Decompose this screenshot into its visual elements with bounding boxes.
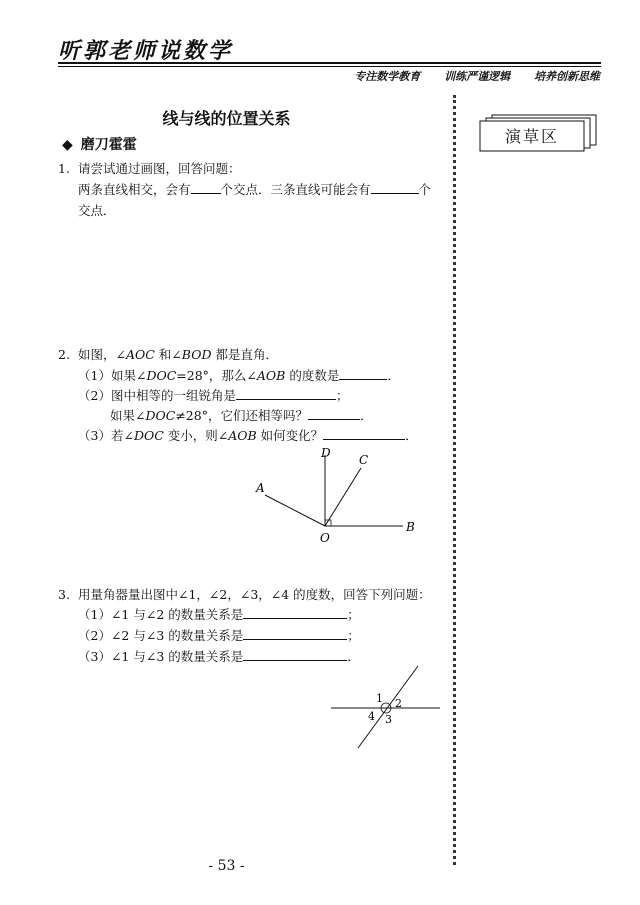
q3p3-blank[interactable] xyxy=(243,648,347,661)
q2p3-b: DOC xyxy=(133,428,164,443)
q1-number: 1. xyxy=(58,161,70,176)
label-a: A xyxy=(256,481,265,495)
draft-area-box xyxy=(478,112,598,152)
q3p2-blank[interactable] xyxy=(243,627,347,640)
angle-label-1: 1 xyxy=(376,692,383,705)
q3-number: 3. xyxy=(58,587,70,602)
q2-part2-followup xyxy=(110,406,372,424)
diamond-bullet-icon: ◆ xyxy=(62,137,73,153)
q2-part1 xyxy=(78,366,400,384)
q2p1-e: 的度数是 xyxy=(285,368,340,383)
q2p3-d: AOB xyxy=(228,428,257,443)
q2p1-c: =28°，那么∠ xyxy=(176,368,257,383)
q2p1-f: ． xyxy=(387,368,400,383)
q1-line3: 交点． xyxy=(78,203,116,218)
q3p3-text: （3）∠1 与∠3 的数量关系是 xyxy=(78,649,244,664)
header-title: 听郭老师说数学 xyxy=(58,39,234,64)
q2-part2 xyxy=(78,386,348,404)
q2p1-b: DOC xyxy=(146,368,177,383)
q3p2-text: （2）∠2 与∠3 的数量关系是 xyxy=(78,628,244,643)
header-slogans xyxy=(334,68,600,84)
header-rule-thin xyxy=(58,66,601,67)
q3-part1 xyxy=(78,605,360,623)
ray-oc xyxy=(325,468,361,526)
q2p2c-c: ≠28°，它们还相等吗？ xyxy=(175,408,308,423)
q2-number: 2. xyxy=(58,347,70,362)
q1-text-c: 个 xyxy=(418,182,432,197)
q3p1-blank[interactable] xyxy=(243,606,347,619)
slogan-3: 培养创新思维 xyxy=(534,70,600,83)
q2p2-blank[interactable] xyxy=(236,387,336,400)
page-number: - 53 - xyxy=(208,858,245,874)
q3p2-end: ； xyxy=(347,628,360,643)
q2p2-b: ； xyxy=(335,388,349,403)
q3p1-end: ； xyxy=(347,607,360,622)
q2-t3: 和∠ xyxy=(154,347,182,362)
q3-prompt: 用量角器量出图中∠1，∠2，∠3，∠4 的度数，回答下列问题： xyxy=(78,587,431,602)
q2p3-blank[interactable] xyxy=(323,427,405,440)
page-title: 线与线的位置关系 xyxy=(162,109,291,128)
q3-part3 xyxy=(78,647,360,665)
q3p3-end: ． xyxy=(347,649,360,664)
q2p1-blank[interactable] xyxy=(339,367,387,380)
q2-t4: BOD xyxy=(181,347,212,362)
q2p3-e: 如何变化？ xyxy=(256,428,324,443)
ray-oa xyxy=(265,495,325,526)
label-c: C xyxy=(359,453,369,467)
q2-line1 xyxy=(58,345,278,363)
angle-label-3: 3 xyxy=(385,713,392,726)
q2-part3 xyxy=(78,426,418,444)
q2-t1: 如图，∠ xyxy=(78,347,126,362)
q2p3-f: ． xyxy=(405,428,418,443)
label-d: D xyxy=(321,446,331,460)
slogan-1: 专注数学教育 xyxy=(354,70,421,83)
label-o: O xyxy=(320,531,330,545)
angle-label-2: 2 xyxy=(395,697,402,710)
q1-blank-2[interactable] xyxy=(371,181,419,194)
q2-t5: 都是直角． xyxy=(211,347,278,362)
label-b: B xyxy=(406,520,415,534)
header-rule-thick xyxy=(58,62,601,64)
q1-text-a: 两条直线相交，会有 xyxy=(78,182,191,197)
slogan-2: 训练严谨逻辑 xyxy=(444,70,511,83)
q2p2c-blank[interactable] xyxy=(308,407,360,420)
q1-line1 xyxy=(58,159,241,177)
q2p3-c: 变小，则∠ xyxy=(163,428,229,443)
section-label: 磨刀霍霍 xyxy=(80,137,137,153)
q2p2c-d: ． xyxy=(359,408,373,423)
column-divider xyxy=(453,95,456,865)
slanted-line xyxy=(358,666,418,748)
q3-part2 xyxy=(78,626,360,644)
q2p1-a: （1）如果∠ xyxy=(78,368,147,383)
q2p2c-b: DOC xyxy=(145,408,176,423)
angle-label-4: 4 xyxy=(368,710,375,723)
q2-t2: AOC xyxy=(125,347,155,362)
q3p1-text: （1）∠1 与∠2 的数量关系是 xyxy=(78,607,244,622)
q3-line1 xyxy=(58,585,431,603)
q1-text-b: 个交点．三条直线可能会有 xyxy=(220,182,371,197)
angle-figure xyxy=(245,443,445,553)
q2p1-d: AOB xyxy=(256,368,286,383)
q1-blank-1[interactable] xyxy=(191,181,221,194)
intersecting-lines-figure xyxy=(328,663,448,753)
draft-area-label: 演草区 xyxy=(504,127,559,146)
q2p3-a: （3）若∠ xyxy=(78,428,134,443)
section-heading xyxy=(62,134,137,154)
q2p2c-a: 如果∠ xyxy=(110,408,146,423)
q1-line2 xyxy=(78,180,431,198)
q1-prompt: 请尝试通过画图，回答问题： xyxy=(78,161,241,176)
q2p2-a: （2）图中相等的一组锐角是 xyxy=(78,388,236,403)
